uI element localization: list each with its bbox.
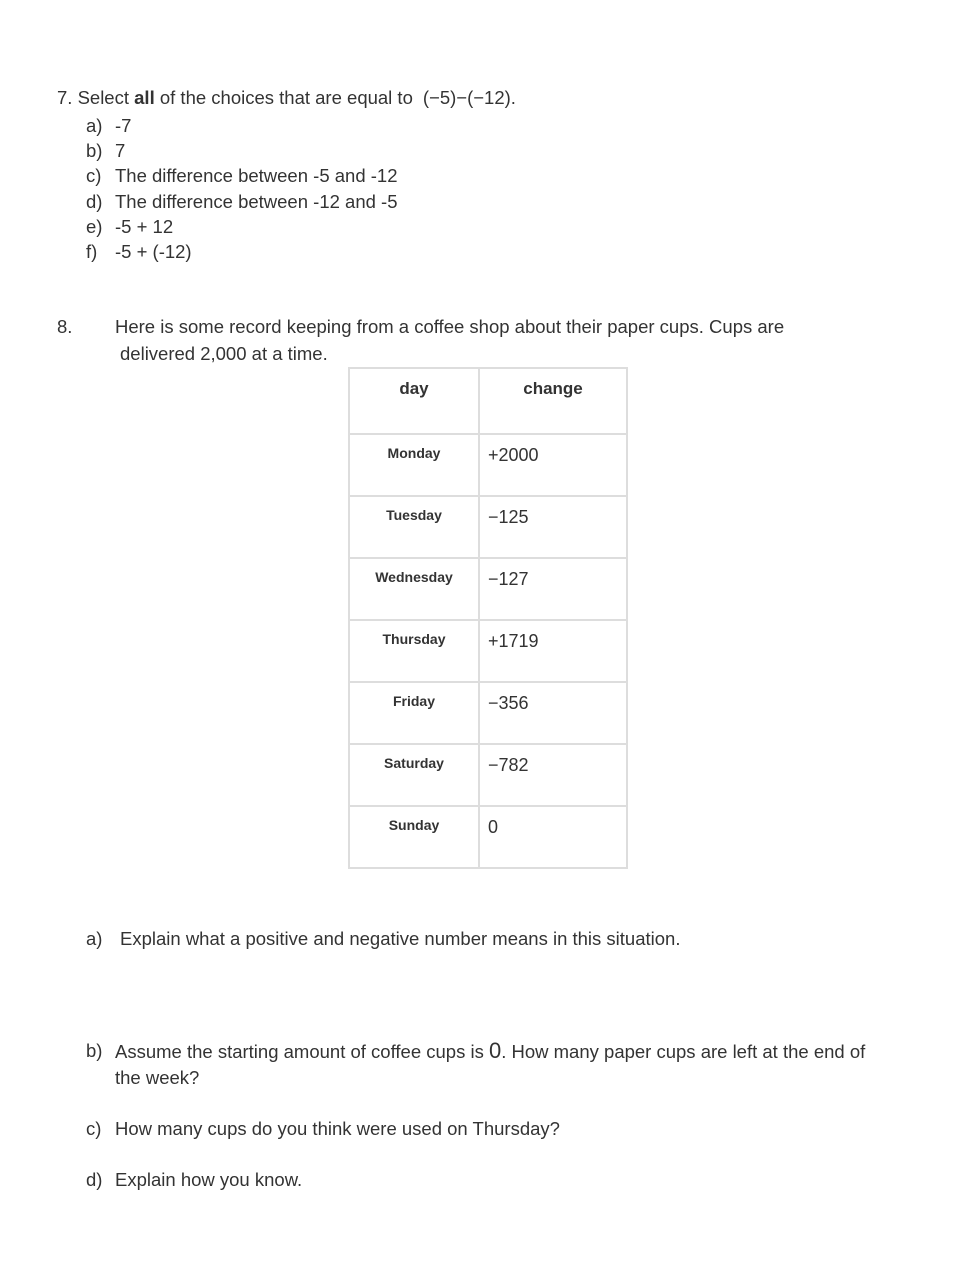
header-change: change [479,368,627,434]
q7-expression: (−5)−(−12). [422,87,516,108]
option-text: The difference between -5 and -12 [115,165,398,186]
q7-bold-word: all [134,87,155,108]
option-label: e) [86,216,103,237]
part-a-text: Explain what a positive and negative number means in this situation. [120,928,681,949]
question-8-number: 8. [57,316,73,337]
part-d-text: Explain how you know. [115,1169,303,1190]
header-day: day [349,368,479,434]
cell-change: +1719 [479,620,627,682]
cell-day: Friday [349,682,479,744]
option-text: The difference between -12 and -5 [115,191,398,212]
option-label: b) [86,140,103,161]
table-row [349,682,627,744]
cell-change: −356 [479,682,627,744]
part-b-after: . How many paper cups are left at the end of [501,1041,866,1062]
option-text: -5 + (-12) [115,241,192,262]
q7-middle: of the choices that are equal to [154,87,413,108]
part-b-label: b) [86,1040,103,1061]
option-label: a) [86,115,103,136]
part-b-zero: 0 [488,1038,502,1063]
table-row [349,806,627,868]
part-b-before: Assume the starting amount of coffee cups is [115,1041,489,1062]
option-text: -5 + 12 [115,216,174,237]
table-row [349,620,627,682]
table-header-row [349,368,627,434]
part-c-text: How many cups do you think were used on Thursday? [115,1118,560,1139]
table-row [349,434,627,496]
table-row [349,744,627,806]
option-label: f) [86,241,98,262]
cell-change: −782 [479,744,627,806]
part-c-label: c) [86,1118,102,1139]
cell-day: Tuesday [349,496,479,558]
cell-change: −127 [479,558,627,620]
cell-change: 0 [479,806,627,868]
cell-day: Monday [349,434,479,496]
q7-prefix: 7. Select [57,87,135,108]
cell-change: +2000 [479,434,627,496]
cell-day: Thursday [349,620,479,682]
option-label: c) [86,165,102,186]
part-b-text-line1 [115,1040,865,1063]
cups-record-table [348,367,628,869]
cell-day: Saturday [349,744,479,806]
cell-day: Wednesday [349,558,479,620]
table-row [349,558,627,620]
cell-day: Sunday [349,806,479,868]
question-7-prompt [57,87,516,109]
part-d-label: d) [86,1169,103,1190]
option-text: 7 [115,140,126,161]
option-label: d) [86,191,103,212]
question-8-prompt-line2: delivered 2,000 at a time. [120,343,328,364]
table-row [349,496,627,558]
option-text: -7 [115,115,132,136]
question-8-prompt-line1: Here is some record keeping from a coffee shop about their paper cups. Cups are [115,316,785,337]
part-b-text-line2: the week? [115,1067,200,1088]
part-a-label: a) [86,928,103,949]
cell-change: −125 [479,496,627,558]
